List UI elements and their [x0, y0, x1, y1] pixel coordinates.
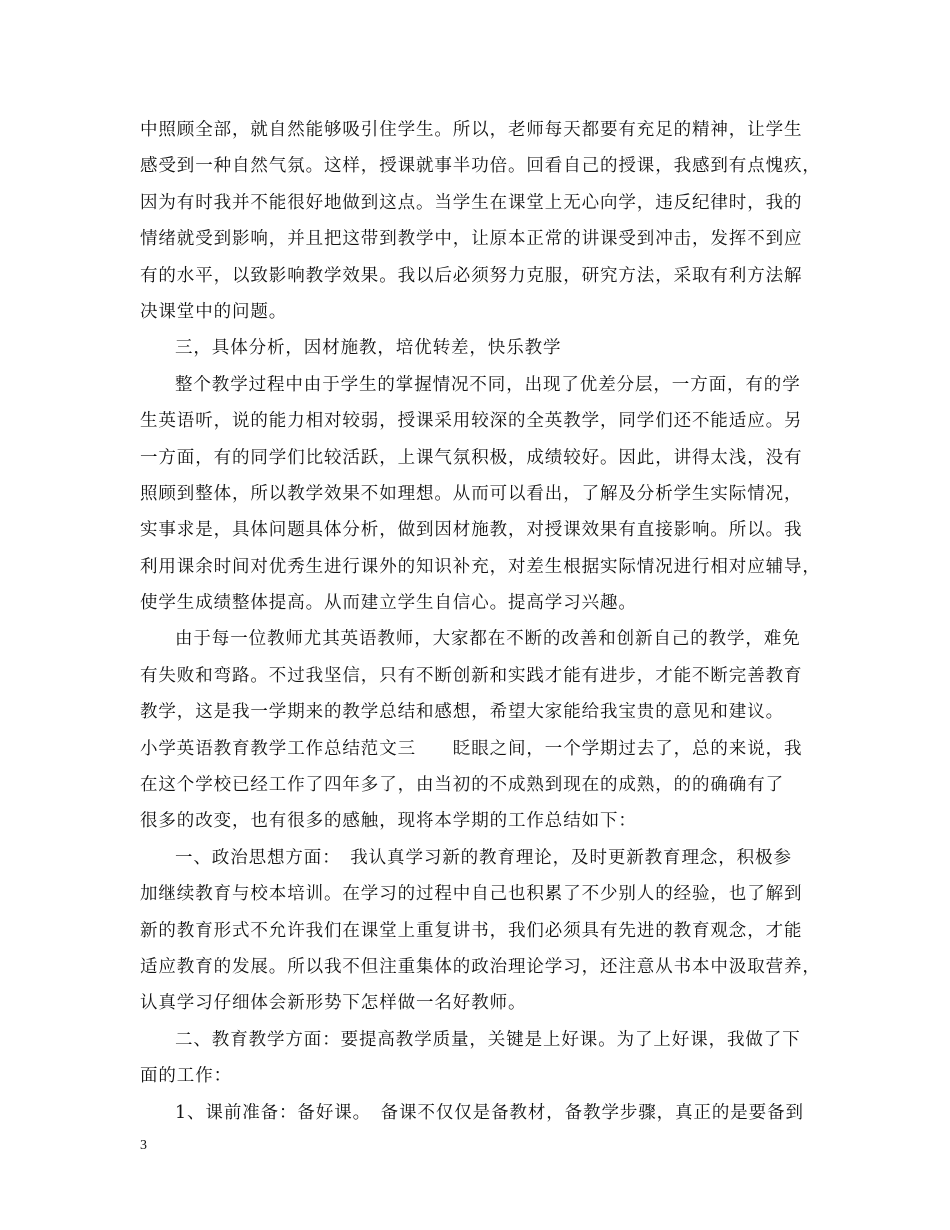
page-number: 3 [140, 1138, 147, 1153]
text-line: 因为有时我并不能很好地做到这点。当学生在课堂上无心向学，违反纪律时，我的 [140, 192, 803, 213]
text-line: 感受到一种自然气氛。这样，授课就事半功倍。回看自己的授课，我感到有点愧疚， [140, 156, 821, 177]
text-line: 很多的改变，也有很多的感触，现将本学期的工作总结如下： [140, 811, 637, 832]
text-line: 实事求是，具体问题具体分析，做到因材施教，对授课效果有直接影响。所以。我 [140, 520, 803, 541]
text-line: 照顾到整体，所以教学效果不如理想。从而可以看出，了解及分析学生实际情况， [140, 483, 803, 504]
text-line: 利用课余时间对优秀生进行课外的知识补充，对差生根据实际情况进行相对应辅导， [140, 556, 821, 577]
text-line: 三，具体分析，因材施教，培优转差，快乐教学 [175, 338, 562, 359]
text-line: 一方面，有的同学们比较活跃，上课气氛积极，成绩较好。因此，讲得太浅，没有 [140, 447, 803, 468]
text-line: 认真学习仔细体会新形势下怎样做一名好教师。 [140, 993, 527, 1014]
text-line: 面的工作： [140, 1066, 232, 1087]
text-line: 适应教育的发展。所以我不但注重集体的政治理论学习，还注意从书本中汲取营养， [140, 956, 821, 977]
text-line: 使学生成绩整体提高。从而建立学生自信心。提高学习兴趣。 [140, 593, 637, 614]
text-line: 中照顾全部，就自然能够吸引住学生。所以，老师每天都要有充足的精神，让学生 [140, 120, 803, 140]
text-line: 教学，这是我一学期来的教学总结和感想，希望大家能给我宝贵的意见和建议。 [140, 702, 784, 723]
text-line: 生英语听，说的能力相对较弱，授课采用较深的全英教学，同学们还不能适应。另 [140, 411, 803, 432]
text-line: 二、教育教学方面：要提高教学质量，关键是上好课。为了上好课，我做了下 [175, 1029, 801, 1050]
text-line: 整个教学过程中由于学生的掌握情况不同，出现了优差分层，一方面，有的学 [175, 374, 801, 395]
text-line: 情绪就受到影响，并且把这带到教学中，让原本正常的讲课受到冲击，发挥不到应 [140, 229, 803, 250]
text-line: 新的教育形式不允许我们在课堂上重复讲书，我们必须具有先进的教育观念，才能 [140, 920, 803, 941]
text-line: 1、课前准备：备好课。 备课不仅仅是备教材，备教学步骤，真正的是要备到 [175, 1102, 804, 1123]
text-line: 在这个学校已经工作了四年多了，由当初的不成熟到现在的成熟，的的确确有了 [140, 775, 784, 796]
body-text [140, 112, 830, 1131]
text-line: 由于每一位教师尤其英语教师，大家都在不断的改善和创新自己的教学，难免 [175, 629, 801, 650]
text-line: 有失败和弯路。不过我坚信，只有不断创新和实践才能有进步，才能不断完善教育 [140, 665, 803, 686]
text-line: 一、政治思想方面： 我认真学习新的教育理论，及时更新教育理念，积极参 [175, 847, 792, 868]
text-line: 小学英语教育教学工作总结范文三 眨眼之间，一个学期过去了，总的来说，我 [140, 738, 803, 759]
text-line: 决课堂中的问题。 [140, 301, 288, 322]
text-line: 有的水平，以致影响教学效果。我以后必须努力克服，研究方法，采取有利方法解 [140, 265, 803, 286]
text-line: 加继续教育与校本培训。在学习的过程中自己也积累了不少别人的经验，也了解到 [140, 884, 803, 905]
